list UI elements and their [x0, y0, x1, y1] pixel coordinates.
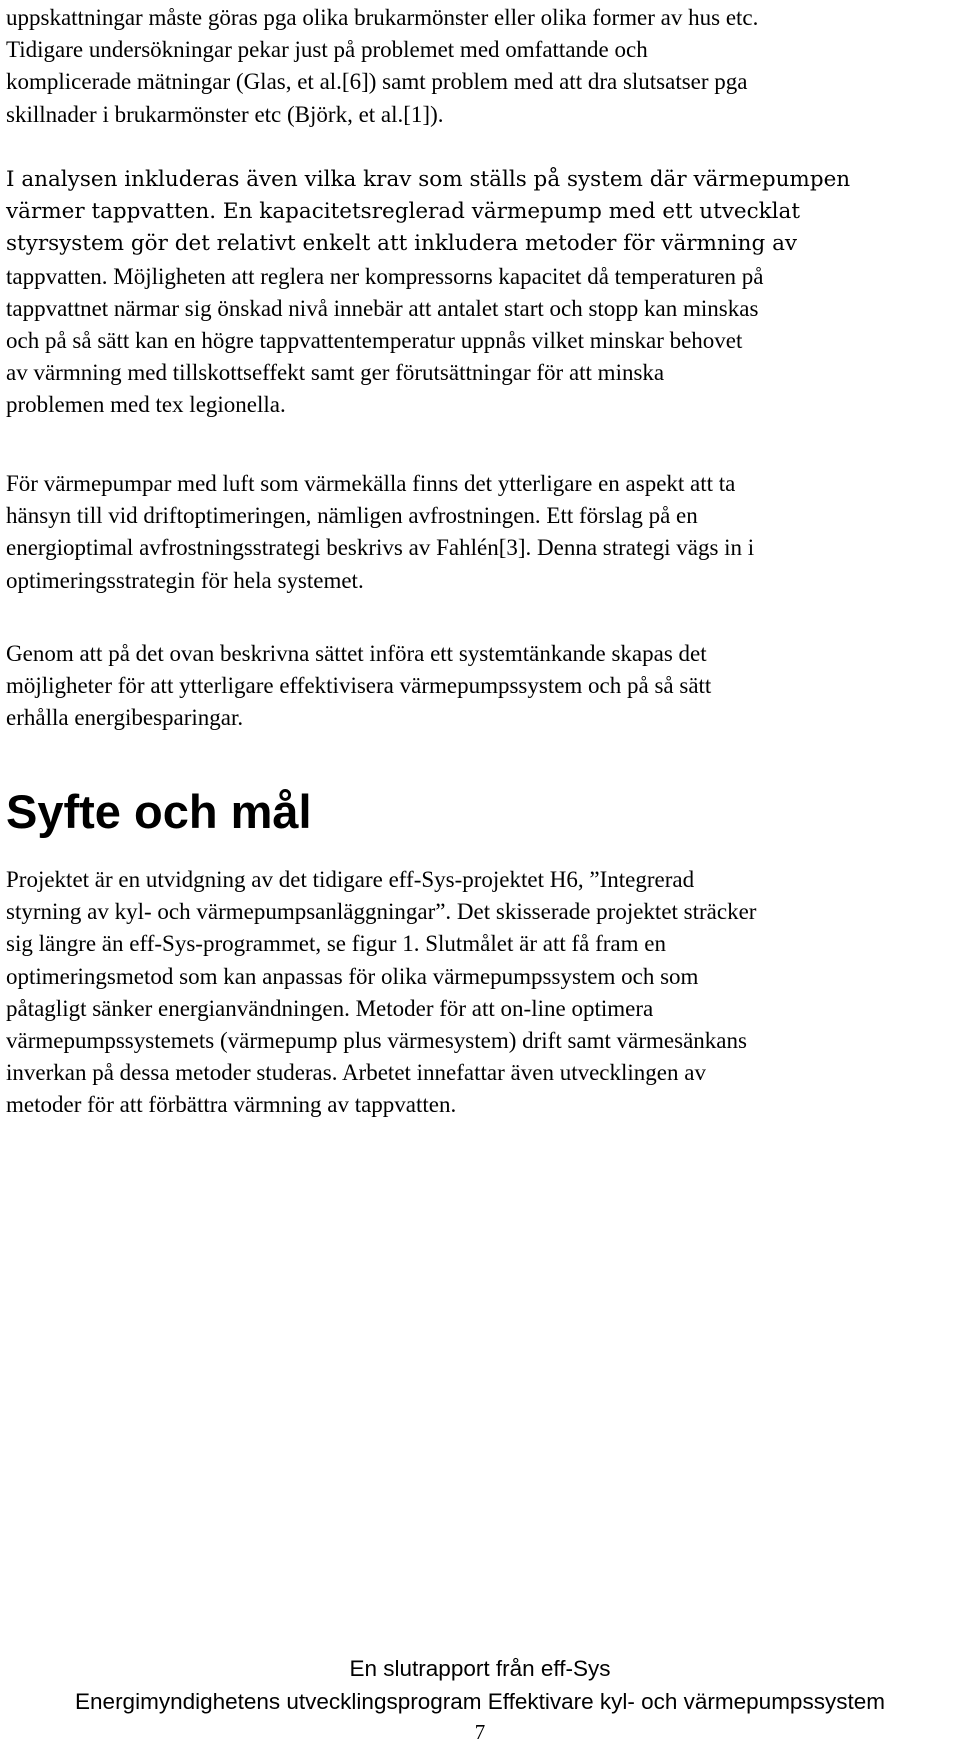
paragraph-measurement-problems — [6, 2, 956, 131]
text-line: erhålla energibesparingar. — [6, 705, 244, 731]
text-line: energioptimal avfrostningsstrategi beskrivs av Fahlén[3]. Denna strategi vägs in i — [6, 535, 755, 561]
paragraph-defrosting — [6, 468, 956, 597]
text-line: värmepumpssystemets (värmepump plus värmesystem) drift samt värmesänkans — [6, 1028, 747, 1054]
text-line: I analysen inkluderas även vilka krav som ställs på system där värmepumpen — [6, 167, 851, 192]
text-line: tappvattnet närmar sig önskad nivå innebär att antalet start och stopp kan minskas — [6, 295, 759, 321]
text-line: möjligheter för att ytterligare effektivisera värmepumpssystem och på så sätt — [6, 673, 712, 699]
text-line: optimeringsmetod som kan anpassas för olika värmepumpssystem och som — [6, 963, 699, 989]
text-line: sig längre än eff-Sys-programmet, se figur 1. Slutmålet är att få fram en — [6, 931, 666, 957]
footer-program-name: Energimyndighetens utvecklingsprogram Effektivare kyl- och värmepumpssystem — [75, 1689, 885, 1714]
text-line: av värmning med tillskottseffekt samt ger förutsättningar för att minska — [6, 360, 665, 386]
paragraph-system-thinking — [6, 638, 956, 735]
paragraph-tap-water-analysis — [6, 164, 956, 422]
section-heading: Syfte och mål — [6, 785, 312, 838]
text-line: metoder för att förbättra värmning av tappvatten. — [6, 1092, 457, 1118]
text-line: påtagligt sänker energianvändningen. Metoder för att on-line optimera — [6, 995, 654, 1021]
text-line: styrning av kyl- och värmepumpsanläggningar”. Det skisserade projektet sträcker — [6, 899, 757, 925]
text-line: styrsystem gör det relativt enkelt att inkludera metoder för värmning av — [6, 231, 798, 257]
footer-report-title: En slutrapport från eff-Sys — [349, 1656, 611, 1681]
text-line: tappvatten. Möjligheten att reglera ner kompressorns kapacitet då temperaturen på — [6, 263, 764, 289]
text-line: Genom att på det ovan beskrivna sättet införa ett systemtänkande skapas det — [6, 641, 707, 666]
paragraph-purpose-and-goal — [6, 864, 956, 1122]
text-line: värmer tappvatten. En kapacitetsreglerad värmepump med ett utvecklat — [6, 199, 800, 225]
text-line: och på så sätt kan en högre tappvattentemperatur uppnås vilket minskar behovet — [6, 328, 743, 354]
text-line: optimeringsstrategin för hela systemet. — [6, 567, 364, 593]
text-line: komplicerade mätningar (Glas, et al.[6]) samt problem med att dra slutsatser pga — [6, 69, 748, 95]
text-line: hänsyn till vid driftoptimeringen, nämligen avfrostningen. Ett förslag på en — [6, 503, 698, 529]
text-line: Projektet är en utvidgning av det tidigare eff-Sys-projektet H6, ”Integrerad — [6, 867, 695, 892]
text-line: problemen med tex legionella. — [6, 392, 286, 418]
text-line: skillnader i brukarmönster etc (Björk, et al.[1]). — [6, 101, 444, 127]
text-line: Tidigare undersökningar pekar just på problemet med omfattande och — [6, 37, 648, 63]
text-line: uppskattningar måste göras pga olika brukarmönster eller olika former av hus etc. — [6, 5, 759, 30]
text-line: inverkan på dessa metoder studeras. Arbetet innefattar även utvecklingen av — [6, 1060, 706, 1086]
text-line: För värmepumpar med luft som värmekälla finns det ytterligare en aspekt att ta — [6, 471, 736, 496]
page-number: 7 — [474, 1720, 486, 1744]
